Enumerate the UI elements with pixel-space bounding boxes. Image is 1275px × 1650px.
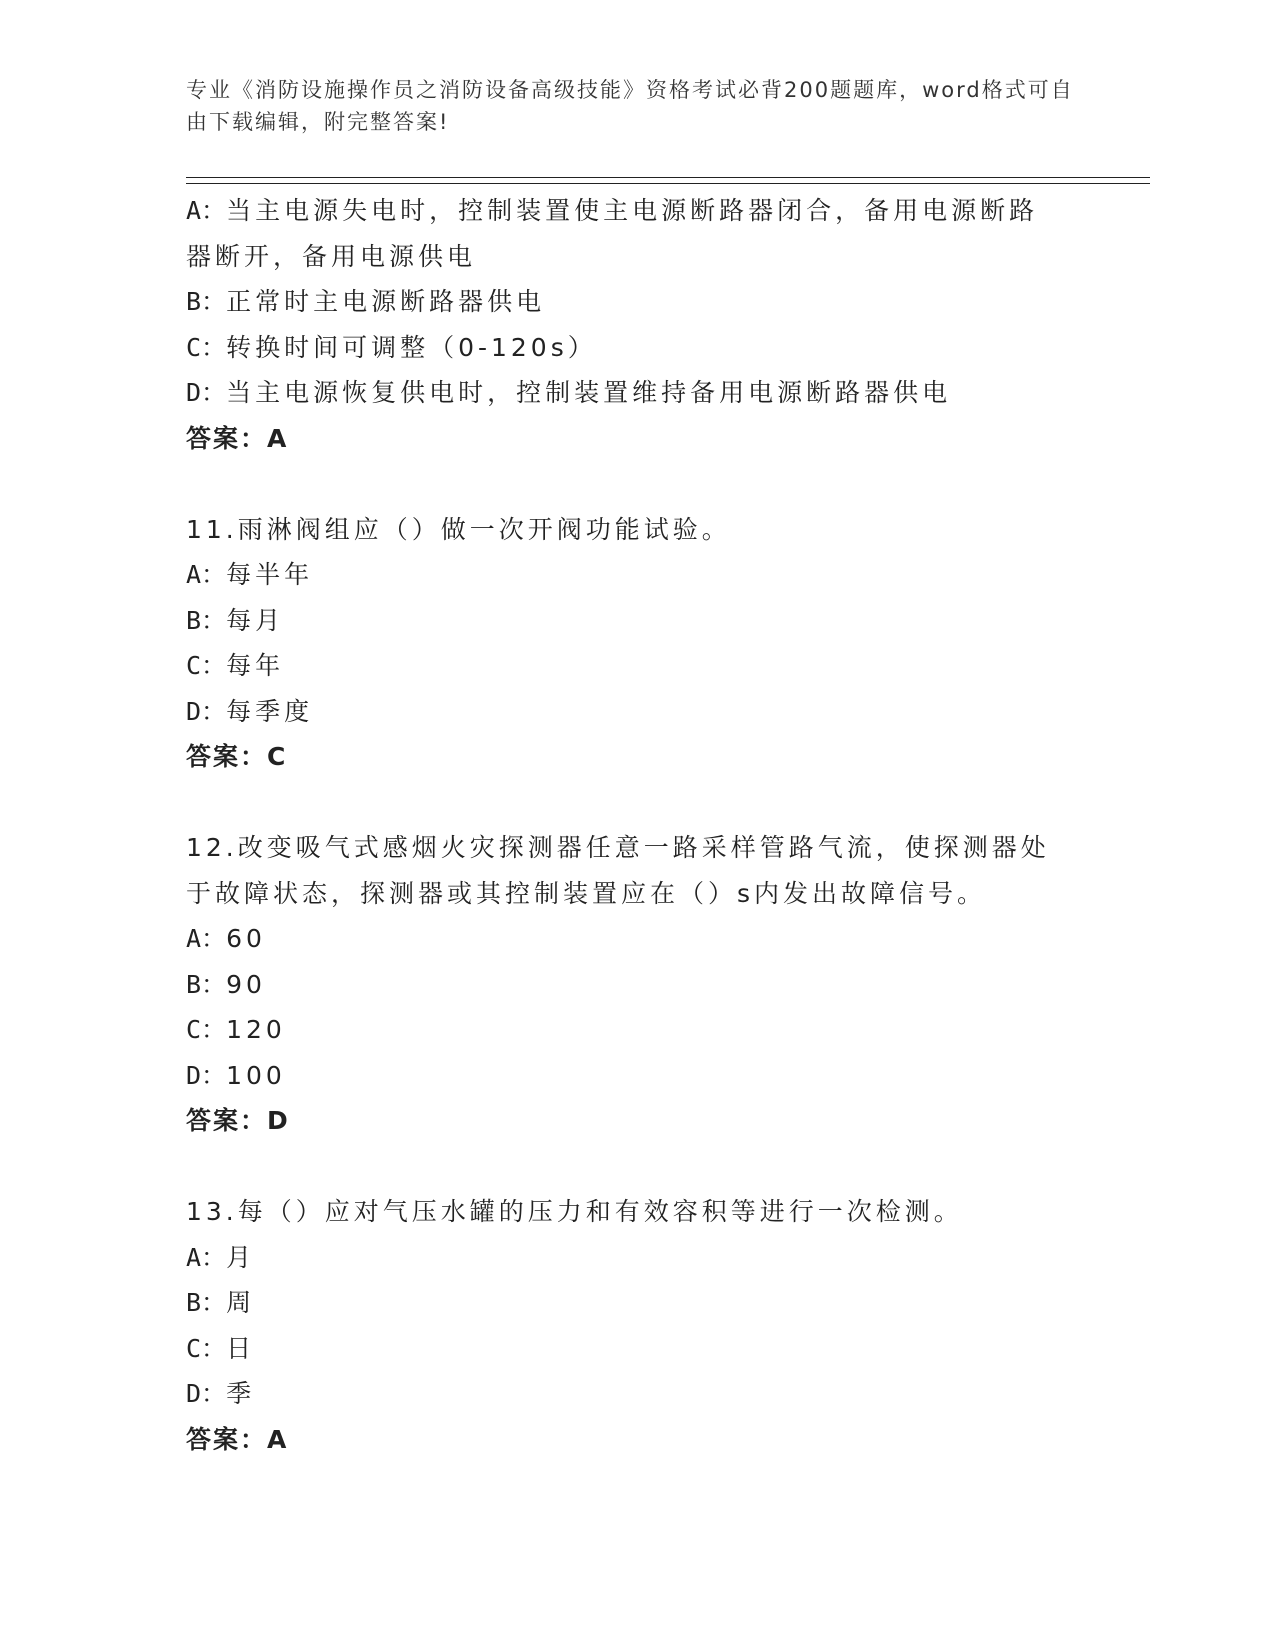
option-text: 60	[226, 924, 266, 953]
option-c	[186, 1007, 1086, 1053]
option-letter: A：	[186, 560, 227, 589]
spacer	[186, 461, 1086, 507]
option-text: 90	[226, 969, 266, 999]
option-letter: B：	[186, 1288, 227, 1317]
question-stem: 13.每（）应对气压水罐的压力和有效容积等进行一次检测。	[186, 1197, 963, 1226]
option-d	[186, 1371, 1086, 1417]
prev-question-block	[186, 188, 1086, 461]
option-text: 当主电源失电时，控制装置使主电源断路器闭合，备用电源断路器断开，备用电源供电	[186, 196, 1039, 271]
option-text: 每年	[226, 651, 285, 680]
option-text: 120	[226, 1015, 286, 1044]
option-letter: D：	[186, 378, 227, 407]
option-letter: B：	[186, 287, 227, 316]
answer-line: 答案：C	[186, 742, 288, 771]
option-d	[186, 1053, 1086, 1099]
question-block-13	[186, 1189, 1086, 1462]
option-text: 每半年	[226, 560, 314, 589]
option-text: 每月	[226, 605, 285, 635]
option-a	[186, 552, 1086, 598]
header-rule-bottom	[186, 183, 1150, 184]
option-text: 当主电源恢复供电时，控制装置维持备用电源断路器供电	[226, 378, 952, 407]
option-c	[186, 643, 1086, 689]
option-c	[186, 325, 1086, 371]
option-text: 季	[226, 1379, 256, 1408]
question-block-12	[186, 825, 1086, 1144]
option-b	[186, 1280, 1086, 1326]
option-text: 转换时间可调整（0-120s）	[226, 332, 597, 362]
option-text: 日	[226, 1333, 256, 1363]
option-text: 每季度	[226, 696, 314, 726]
question-stem: 12.改变吸气式感烟火灾探测器任意一路采样管路气流，使探测器处于故障状态，探测器或其控制装置应在（）s内发出故障信号。	[186, 833, 1050, 908]
answer-line: 答案：A	[186, 1424, 289, 1454]
option-d	[186, 370, 1086, 416]
option-letter: D：	[186, 696, 227, 726]
option-d	[186, 689, 1086, 735]
document-header: 专业《消防设施操作员之消防设备高级技能》资格考试必背200题题库，word格式可自由下载编辑，附完整答案!	[186, 78, 1074, 134]
header-rule-top	[186, 177, 1150, 178]
spacer	[186, 1144, 1086, 1190]
question-stem: 11.雨淋阀组应（）做一次开阀功能试验。	[186, 514, 731, 544]
option-letter: D：	[186, 1060, 227, 1090]
option-letter: C：	[186, 1015, 227, 1044]
option-letter: A：	[186, 924, 227, 953]
option-letter: A：	[186, 1242, 227, 1272]
question-list	[186, 188, 1086, 1462]
option-b	[186, 962, 1086, 1008]
option-c	[186, 1326, 1086, 1372]
option-a	[186, 188, 1066, 279]
option-letter: D：	[186, 1379, 227, 1408]
option-text: 正常时主电源断路器供电	[226, 287, 546, 316]
option-letter: C：	[186, 651, 227, 680]
option-letter: B：	[186, 969, 227, 999]
option-letter: B：	[186, 605, 227, 635]
option-letter: A：	[186, 196, 227, 225]
spacer	[186, 780, 1086, 826]
option-a	[186, 1235, 1086, 1281]
option-b	[186, 279, 1086, 325]
answer-line: 答案：A	[186, 423, 289, 453]
option-text: 月	[226, 1242, 256, 1272]
option-letter: C：	[186, 332, 227, 362]
answer-line: 答案：D	[186, 1106, 290, 1135]
option-b	[186, 598, 1086, 644]
option-text: 周	[226, 1288, 256, 1317]
question-block-11	[186, 507, 1086, 780]
option-letter: C：	[186, 1333, 227, 1363]
option-a	[186, 916, 1086, 962]
option-text: 100	[226, 1060, 286, 1090]
